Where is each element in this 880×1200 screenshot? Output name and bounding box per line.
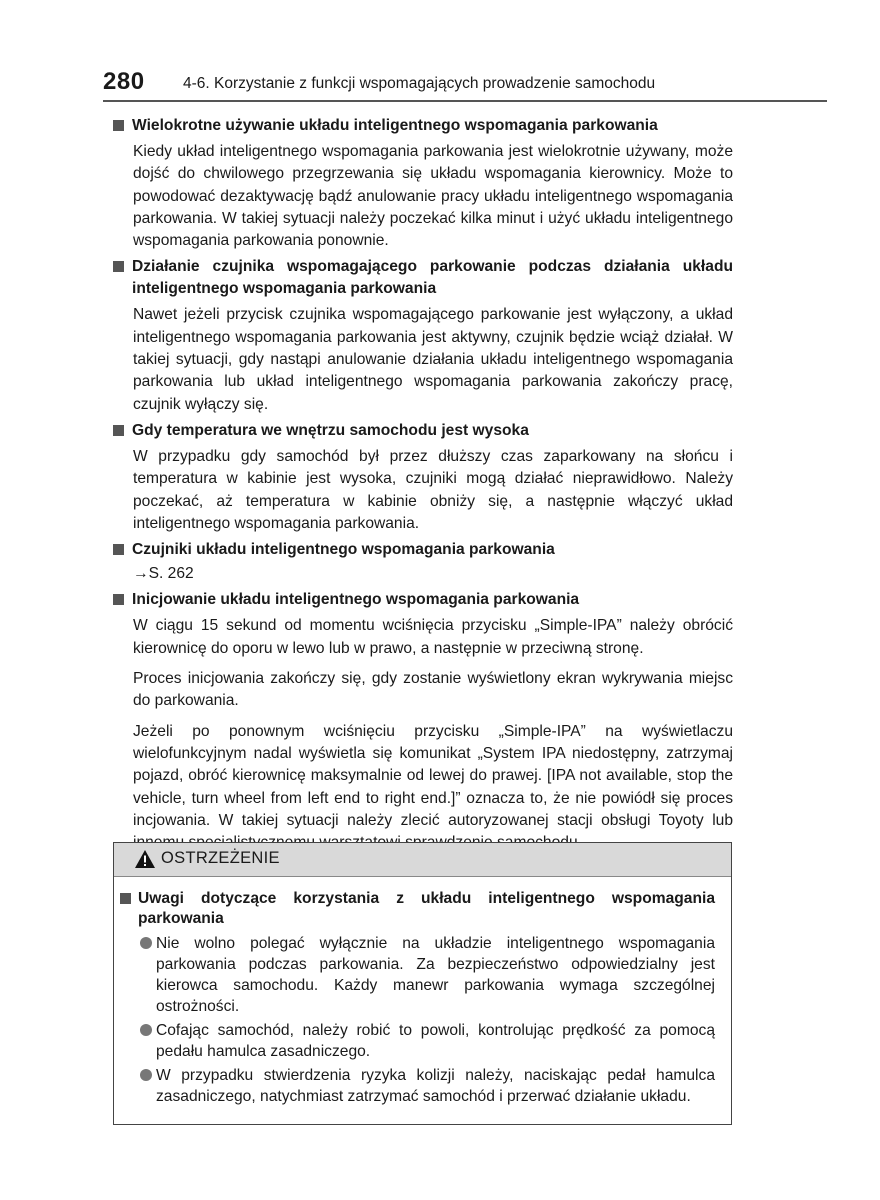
main-content bbox=[113, 113, 733, 854]
square-bullet-icon bbox=[113, 425, 124, 436]
warning-body bbox=[114, 877, 731, 1124]
section-heading: Wielokrotne używanie układu inteligentnego wspomagania parkowania bbox=[113, 115, 733, 137]
section-initialization bbox=[113, 589, 733, 854]
square-bullet-icon bbox=[120, 893, 131, 904]
section-paragraph: W ciągu 15 sekund od momentu wciśnięcia przycisku „Simple-IPA” należy obrócić kierownicę do oporu w lewo lub w prawo, a następnie w przeciwną stronę. bbox=[133, 617, 733, 657]
section-paragraph: Nawet jeżeli przycisk czujnika wspomagającego parkowanie jest wyłączony, a układ inteligentnego wspomagania parkowania jest aktywny, czujnik będzie wciąż działał. W takiej sytuacji, gdy nastąpi anulowanie działania układu inteligentnego wspomagania parkowania lub układ inteligentnego wspomagania parkowania zakończy pracę, czujnik wyłączy się. bbox=[133, 306, 733, 413]
list-item: W przypadku stwierdzenia ryzyka kolizji należy, naciskając pedał hamulca zasadniczego, natychmiast zatrzymać samochód i przerwać działanie układu. bbox=[120, 1065, 715, 1107]
section-heading: Inicjowanie układu inteligentnego wspomagania parkowania bbox=[113, 589, 733, 611]
section-paragraph: Jeżeli po ponownym wciśnięciu przycisku „Simple-IPA” na wyświetlaczu wielofunkcyjnym nadal wyświetla się komunikat „System IPA niedostępny, zatrzymaj pojazd, obróć kierownicę maksymalnie od lewej do prawej. [IPA not available, stop the vehicle, turn wheel from left end to right end.]” oznacza to, że nie powiódł się proces incjowania. W takiej sytuacji należy zlecić autoryzowanej stacji obsługi Toyoty lub bbox=[133, 722, 733, 829]
section-heading: Gdy temperatura we wnętrzu samochodu jest wysoka bbox=[113, 420, 733, 442]
warning-box bbox=[113, 842, 732, 1125]
round-bullet-icon bbox=[140, 1024, 152, 1036]
section-paragraph: Proces inicjowania zakończy się, gdy zostanie wyświetlony ekran wykrywania miejsc do parkowania. bbox=[133, 670, 733, 710]
page-header bbox=[103, 68, 827, 102]
page-reference: →S. 262 bbox=[133, 565, 194, 583]
section-paragraph: W przypadku gdy samochód był przez dłuższy czas zaparkowany na słońcu i temperatura w kabinie jest wysoka, czujniki mogą działać nieprawidłowo. Należy poczekać, aż temperatura w kabinie obniży się, a następnie włączyć układ inteligentnego wspomagania parkowania. bbox=[133, 447, 733, 532]
warning-title: OSTRZEŻENIE bbox=[161, 849, 280, 867]
section-paragraph: Kiedy układ inteligentnego wspomagania parkowania jest wielokrotnie używany, może dojść do chwilowego przegrzewania się układu wspomagania kierownicy. Może to powodować dezaktywację bądź anulowanie pracy układu inteligentnego wspomagania parkowania. W takiej sytuacji należy poczekać kilka minut i użyć układu inteligentnego wspomagania parkowania ponownie. bbox=[133, 143, 733, 250]
square-bullet-icon bbox=[113, 120, 124, 131]
round-bullet-icon bbox=[140, 1069, 152, 1081]
header-divider bbox=[103, 100, 827, 102]
square-bullet-icon bbox=[113, 594, 124, 605]
chapter-title: 4-6. Korzystanie z funkcji wspomagających prowadzenie samochodu bbox=[183, 75, 656, 92]
warning-heading: Uwagi dotyczące korzystania z układu inteligentnego wspomagania parkowania bbox=[120, 889, 715, 929]
warning-header bbox=[114, 843, 731, 877]
section-repeated-use bbox=[113, 115, 733, 252]
section-heading: Działanie czujnika wspomagającego parkowanie podczas działania układu inteligentnego wspomagania parkowania bbox=[113, 256, 733, 300]
square-bullet-icon bbox=[113, 261, 124, 272]
section-heading: Czujniki układu inteligentnego wspomagania parkowania bbox=[113, 539, 733, 561]
section-sensor-operation bbox=[113, 256, 733, 415]
list-item: Nie wolno polegać wyłącznie na układzie inteligentnego wspomagania parkowania podczas parkowania. Za bezpieczeństwo odpowiedzialny jest kierowca samochodu. Każdy manewr parkowania wymaga szczególnej ostrożności. bbox=[120, 933, 715, 1017]
list-item: Cofając samochód, należy robić to powoli, kontrolując prędkość za pomocą pedału hamulca zasadniczego. bbox=[120, 1020, 715, 1062]
round-bullet-icon bbox=[140, 937, 152, 949]
warning-bullet-list bbox=[120, 933, 715, 1107]
section-high-temperature bbox=[113, 420, 733, 535]
section-sensors bbox=[113, 539, 733, 585]
page-number: 280 bbox=[103, 68, 145, 95]
square-bullet-icon bbox=[113, 544, 124, 555]
warning-triangle-icon bbox=[134, 849, 156, 869]
